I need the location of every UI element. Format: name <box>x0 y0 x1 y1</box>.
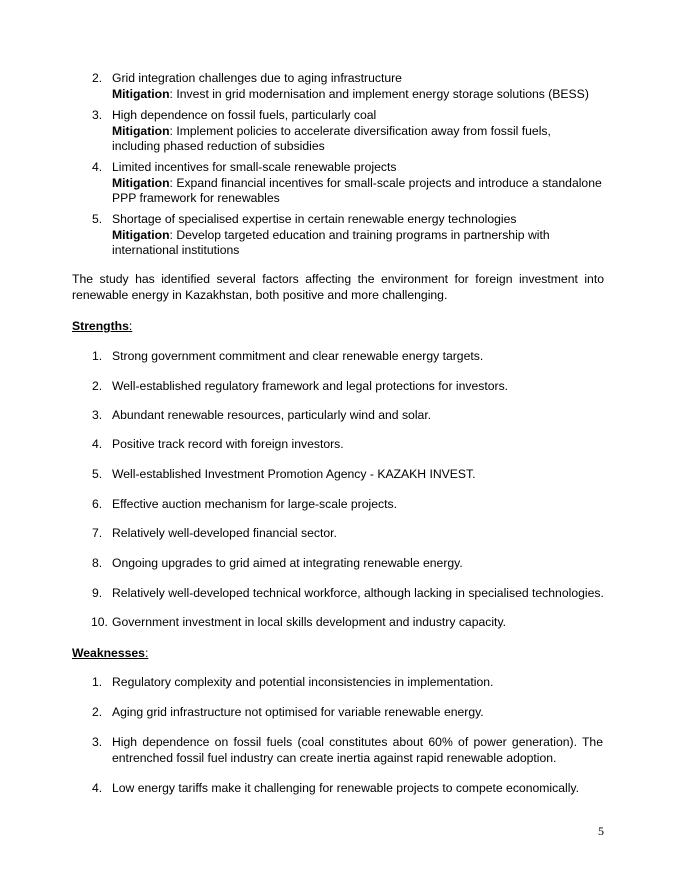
mitigation-text: : Develop targeted education and training programs in partnership with international institutions <box>112 227 550 258</box>
list-number: 2. <box>92 71 103 85</box>
strength-text: Ongoing upgrades to grid aimed at integrating renewable energy. <box>112 556 463 570</box>
mitigation-label: Mitigation <box>112 175 170 190</box>
list-number: 2. <box>92 705 103 719</box>
strength-text: Well-established Investment Promotion Agency - KAZAKH INVEST. <box>112 467 476 481</box>
list-number: 9. <box>92 586 103 600</box>
mitigation-label: Mitigation <box>112 123 170 138</box>
page-number: 5 <box>598 824 604 838</box>
weakness-text: Low energy tariffs make it challenging for renewable projects to compete economically. <box>112 781 579 795</box>
list-number: 4. <box>92 781 103 795</box>
weaknesses-heading: Weaknesses: <box>72 646 149 660</box>
list-number: 1. <box>92 349 103 363</box>
list-number: 5. <box>92 212 103 226</box>
mitigation-text: : Invest in grid modernisation and implement energy storage solutions (BESS) <box>169 86 589 101</box>
list-number: 4. <box>92 160 103 174</box>
list-number: 10. <box>91 615 108 629</box>
weakness-text: High dependence on fossil fuels (coal constitutes about 60% of power generation). The entrenched fossil fuel industry can create inertia against rapid renewable adoption. <box>112 735 603 765</box>
list-number: 3. <box>92 408 103 422</box>
list-number: 2. <box>92 379 103 393</box>
list-number: 5. <box>92 467 103 481</box>
strength-text: Abundant renewable resources, particularly wind and solar. <box>112 408 432 422</box>
list-number: 3. <box>92 108 103 122</box>
mitigation-text: : Implement policies to accelerate diversification away from fossil fuels, including phased reduction of subsidies <box>112 123 551 154</box>
challenge-mitigation <box>112 176 607 207</box>
strengths-heading: Strengths: <box>72 319 133 333</box>
list-number: 3. <box>92 735 103 749</box>
strength-text: Strong government commitment and clear renewable energy targets. <box>112 349 484 363</box>
list-number: 7. <box>92 526 103 540</box>
mitigation-label: Mitigation <box>112 86 170 101</box>
strength-text: Effective auction mechanism for large-scale projects. <box>112 497 397 511</box>
weakness-text: Aging grid infrastructure not optimised for variable renewable energy. <box>112 705 484 719</box>
challenge-mitigation <box>112 87 612 103</box>
mitigation-text: : Expand financial incentives for small-scale projects and introduce a standalone PPP framework for renewables <box>112 175 602 206</box>
list-number: 6. <box>92 497 103 511</box>
strength-text: Positive track record with foreign investors. <box>112 437 344 451</box>
strength-text: Relatively well-developed financial sector. <box>112 526 337 540</box>
list-number: 8. <box>92 556 103 570</box>
strength-text: Well-established regulatory framework and legal protections for investors. <box>112 379 509 393</box>
strength-text: Government investment in local skills development and industry capacity. <box>112 615 507 629</box>
mitigation-label: Mitigation <box>112 227 170 242</box>
challenge-issue: Shortage of specialised expertise in certain renewable energy technologies <box>112 212 517 226</box>
challenge-mitigation <box>112 124 562 155</box>
intro-paragraph: The study has identified several factors affecting the environment for foreign investment into renewable energy in Kazakhstan, both positive and more challenging. <box>72 272 604 302</box>
strength-text: Relatively well-developed technical workforce, although lacking in specialised technologies. <box>112 586 604 600</box>
list-number: 1. <box>92 675 103 689</box>
challenge-issue: Grid integration challenges due to aging infrastructure <box>112 71 402 85</box>
list-number: 4. <box>92 437 103 451</box>
challenge-mitigation <box>112 228 562 259</box>
challenge-issue: High dependence on fossil fuels, particularly coal <box>112 108 377 122</box>
weakness-text: Regulatory complexity and potential inconsistencies in implementation. <box>112 675 494 689</box>
challenge-issue: Limited incentives for small-scale renewable projects <box>112 160 397 174</box>
